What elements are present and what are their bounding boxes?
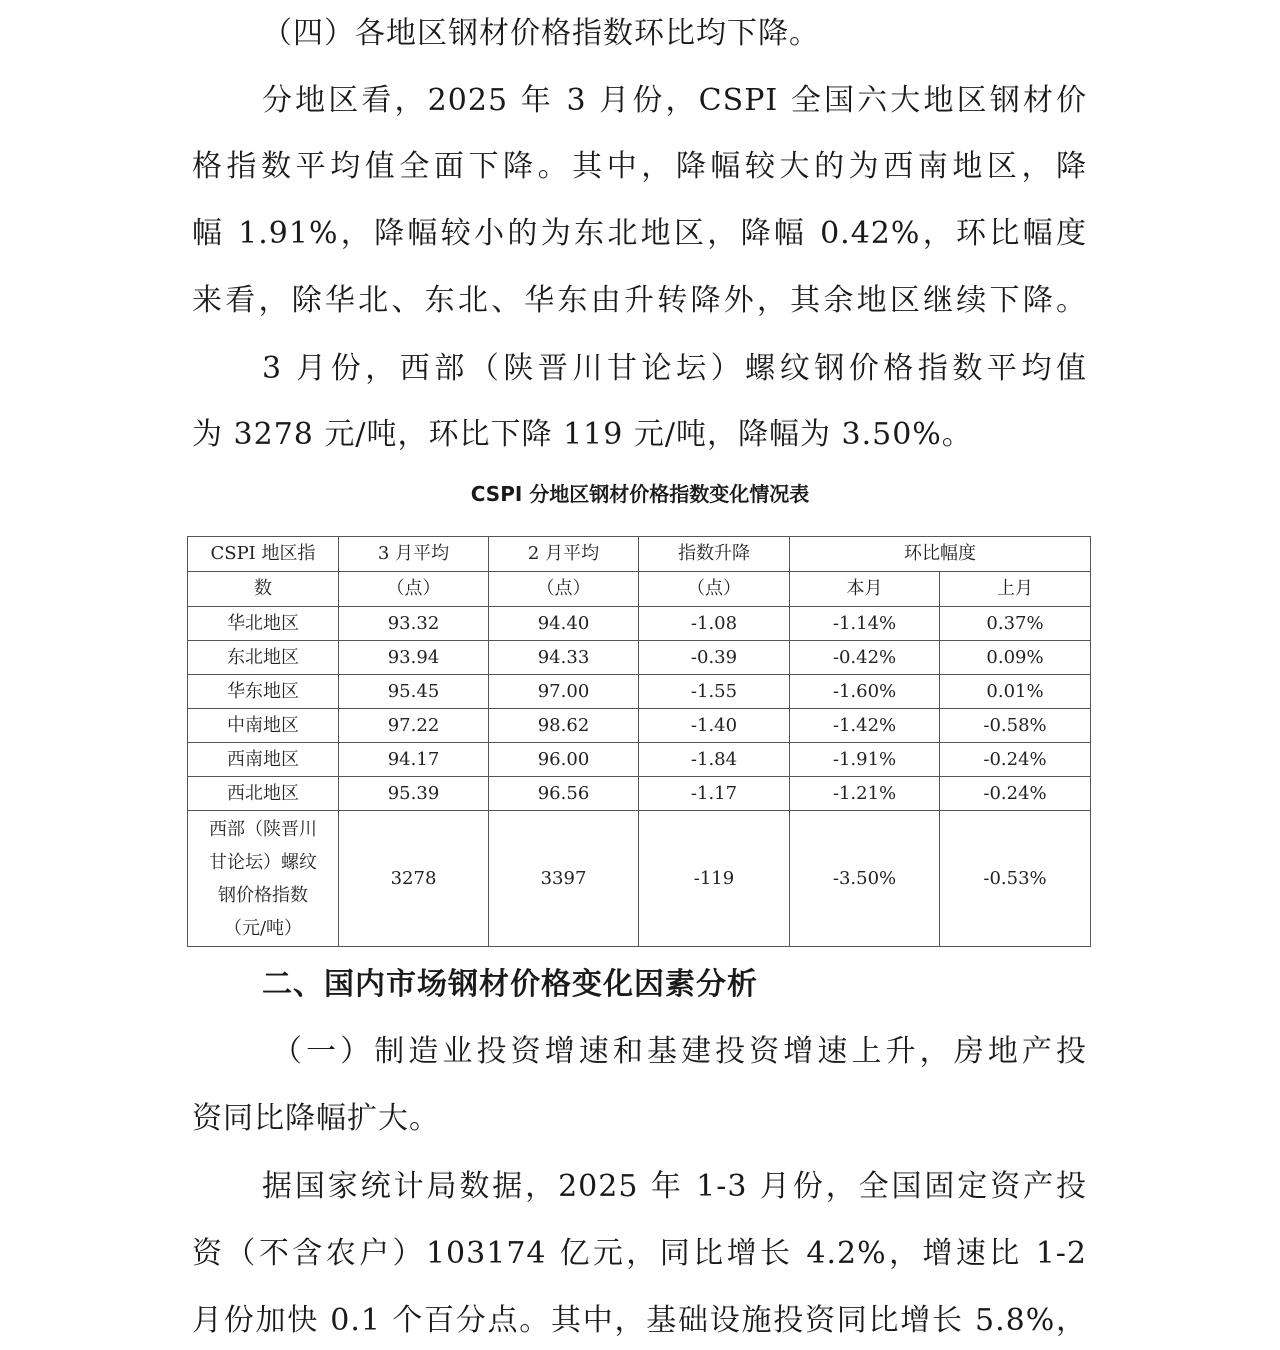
value-cell: -1.55 (639, 675, 790, 709)
value-cell: -1.08 (639, 607, 790, 641)
value-cell: -1.40 (639, 709, 790, 743)
region-cell: 西南地区 (188, 743, 339, 777)
value-cell: 96.56 (489, 777, 639, 811)
value-cell: -1.84 (639, 743, 790, 777)
value-cell: 94.33 (489, 641, 639, 675)
table-row (188, 641, 1091, 675)
paragraph-line: 分地区看，2025 年 3 月份，CSPI 全国六大地区钢材价 (262, 83, 1087, 118)
value-cell: -0.24% (940, 777, 1091, 811)
value-cell: 3397 (489, 811, 639, 947)
paragraph-line: 为 3278 元/吨，环比下降 119 元/吨，降幅为 3.50%。 (192, 417, 973, 452)
header-cell: （点） (639, 572, 790, 607)
value-cell: -119 (639, 811, 790, 947)
value-cell: 3278 (339, 811, 489, 947)
header-cell: 数 (188, 572, 339, 607)
value-cell: -1.60% (790, 675, 940, 709)
header-cell: 上月 (940, 572, 1091, 607)
header-cell: （点） (489, 572, 639, 607)
value-cell: -1.42% (790, 709, 940, 743)
value-cell: 0.37% (940, 607, 1091, 641)
region-cell: 华北地区 (188, 607, 339, 641)
table-title: CSPI 分地区钢材价格指数变化情况表 (470, 482, 810, 506)
region-cell: 中南地区 (188, 709, 339, 743)
paragraph-line: 3 月份，西部（陕晋川甘论坛）螺纹钢价格指数平均值 (262, 351, 1087, 386)
value-cell: 97.22 (339, 709, 489, 743)
subheading-line: 资同比降幅扩大。 (192, 1101, 440, 1136)
paragraph-line: 幅 1.91%，降幅较小的为东北地区，降幅 0.42%，环比幅度 (192, 216, 1087, 251)
value-cell: 95.39 (339, 777, 489, 811)
region-label-line: （元/吨） (223, 917, 303, 939)
value-cell: 96.00 (489, 743, 639, 777)
value-cell: -1.17 (639, 777, 790, 811)
region-cell: 东北地区 (188, 641, 339, 675)
value-cell: 0.01% (940, 675, 1091, 709)
paragraph-line: 来看，除华北、东北、华东由升转降外，其余地区继续下降。 (192, 283, 1087, 318)
subheading-line: （一）制造业投资增速和基建投资增速上升，房地产投 (272, 1034, 1087, 1069)
paragraph-line: 月份加快 0.1 个百分点。其中，基础设施投资同比增长 5.8%， (192, 1303, 1087, 1338)
table-row (188, 811, 1091, 947)
value-cell: -1.14% (790, 607, 940, 641)
table-row (188, 709, 1091, 743)
header-cell: 本月 (790, 572, 940, 607)
value-cell: -1.21% (790, 777, 940, 811)
table-row (188, 675, 1091, 709)
region-label-line: 甘论坛）螺纹 (209, 851, 317, 873)
table-row (188, 777, 1091, 811)
value-cell: 93.94 (339, 641, 489, 675)
value-cell: -0.39 (639, 641, 790, 675)
section-heading-4: （四）各地区钢材价格指数环比均下降。 (262, 16, 820, 51)
value-cell: -0.24% (940, 743, 1091, 777)
header-cell: 3 月平均 (339, 537, 489, 572)
region-cell-multiline (188, 811, 339, 947)
value-cell: 98.62 (489, 709, 639, 743)
paragraph-line: 据国家统计局数据，2025 年 1-3 月份，全国固定资产投 (262, 1169, 1087, 1204)
section-heading-2: 二、国内市场钢材价格变化因素分析 (262, 967, 758, 1002)
value-cell: -0.58% (940, 709, 1091, 743)
value-cell: 95.45 (339, 675, 489, 709)
region-cell: 西北地区 (188, 777, 339, 811)
value-cell: -0.42% (790, 641, 940, 675)
region-index-table (187, 536, 1091, 947)
header-cell: 指数升降 (639, 537, 790, 572)
header-cell: （点） (339, 572, 489, 607)
paragraph-line: 格指数平均值全面下降。其中，降幅较大的为西南地区，降 (192, 149, 1087, 184)
table-row (188, 607, 1091, 641)
region-label-line: 钢价格指数 (218, 884, 308, 906)
header-cell: CSPI 地区指 (188, 537, 339, 572)
value-cell: 93.32 (339, 607, 489, 641)
value-cell: 94.17 (339, 743, 489, 777)
value-cell: 97.00 (489, 675, 639, 709)
header-cell: 2 月平均 (489, 537, 639, 572)
value-cell: 0.09% (940, 641, 1091, 675)
region-cell: 华东地区 (188, 675, 339, 709)
value-cell: -0.53% (940, 811, 1091, 947)
value-cell: -3.50% (790, 811, 940, 947)
header-cell-group: 环比幅度 (790, 537, 1091, 572)
region-label-line: 西部（陕晋川 (209, 818, 317, 840)
value-cell: 94.40 (489, 607, 639, 641)
table-row (188, 743, 1091, 777)
paragraph-line: 资（不含农户）103174 亿元，同比增长 4.2%，增速比 1-2 (192, 1236, 1087, 1271)
value-cell: -1.91% (790, 743, 940, 777)
